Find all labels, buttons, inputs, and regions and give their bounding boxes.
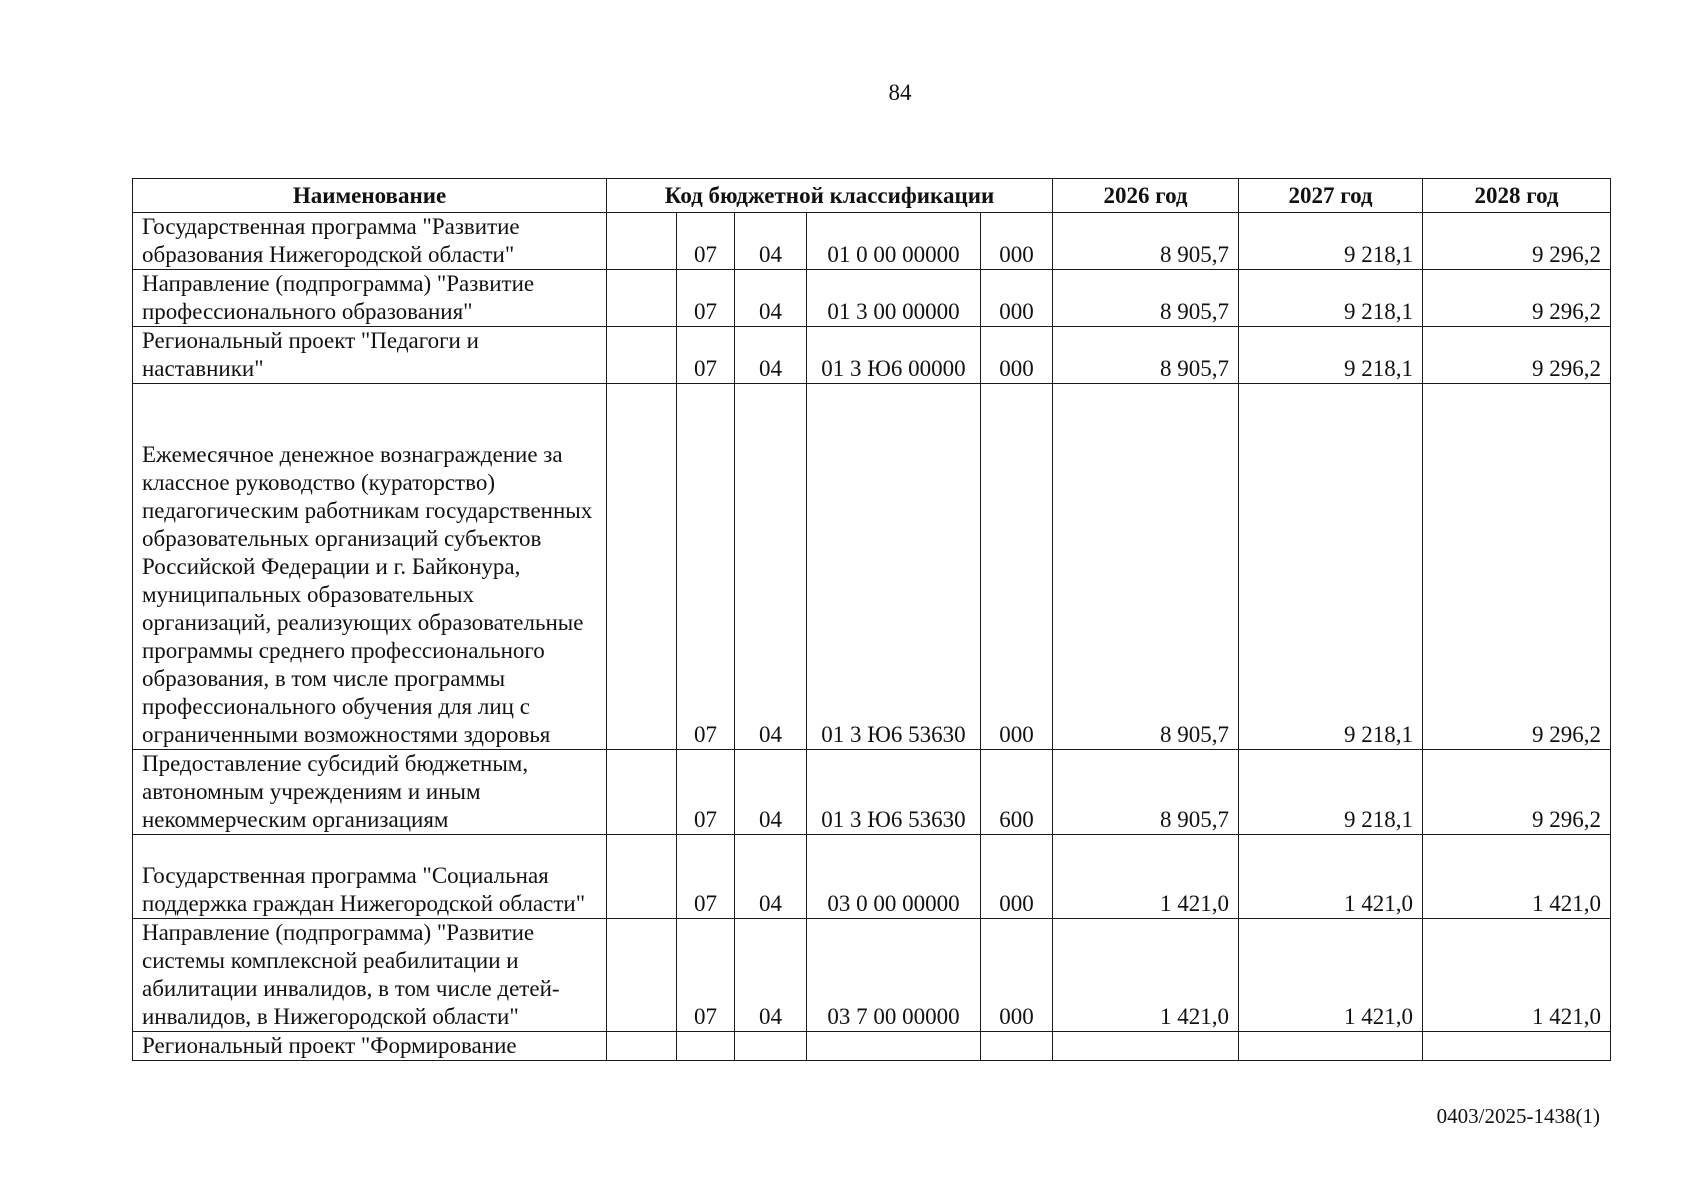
budget-table <box>132 178 1611 1061</box>
row-value-2027: 9 218,1 <box>1239 327 1423 384</box>
row-section-code: 07 <box>677 384 735 750</box>
row-name: Направление (подпрограмма) "Развитие профессионального образования" <box>133 270 607 327</box>
row-section-code: 07 <box>677 270 735 327</box>
row-blank-cell <box>607 835 677 919</box>
row-expense-type-code <box>981 1032 1053 1061</box>
row-expense-type-code: 000 <box>981 835 1053 919</box>
header-2026: 2026 год <box>1053 179 1239 213</box>
row-blank-cell <box>607 213 677 270</box>
row-name: Региональный проект "Формирование <box>133 1032 607 1061</box>
row-value-2027: 1 421,0 <box>1239 919 1423 1032</box>
row-value-2026: 1 421,0 <box>1053 919 1239 1032</box>
row-value-2027 <box>1239 1032 1423 1061</box>
row-expense-type-code: 000 <box>981 384 1053 750</box>
row-subsection-code <box>735 1032 807 1061</box>
table-row <box>133 384 1611 750</box>
row-name: Направление (подпрограмма) "Развитие системы комплексной реабилитации и абилитации инвалидов, в том числе детей-инвалидов, в Нижегородской области" <box>133 919 607 1032</box>
row-value-2027: 9 218,1 <box>1239 270 1423 327</box>
row-section-code: 07 <box>677 919 735 1032</box>
row-value-2028: 9 296,2 <box>1423 750 1611 835</box>
row-blank-cell <box>607 384 677 750</box>
row-value-2028 <box>1423 1032 1611 1061</box>
row-target-article-code: 03 7 00 00000 <box>807 919 981 1032</box>
row-name: Предоставление субсидий бюджетным, автономным учреждениям и иным некоммерческим организациям <box>133 750 607 835</box>
row-name: Региональный проект "Педагоги и наставники" <box>133 327 607 384</box>
row-target-article-code: 01 0 00 00000 <box>807 213 981 270</box>
row-value-2026: 8 905,7 <box>1053 750 1239 835</box>
row-value-2028: 9 296,2 <box>1423 213 1611 270</box>
row-expense-type-code: 000 <box>981 327 1053 384</box>
row-value-2027: 9 218,1 <box>1239 213 1423 270</box>
table-row <box>133 835 1611 919</box>
table-header-row <box>133 179 1611 213</box>
row-blank-cell <box>607 1032 677 1061</box>
row-section-code: 07 <box>677 327 735 384</box>
header-code: Код бюджетной классификации <box>607 179 1053 213</box>
row-value-2026: 8 905,7 <box>1053 270 1239 327</box>
row-section-code <box>677 1032 735 1061</box>
row-value-2028: 1 421,0 <box>1423 919 1611 1032</box>
row-subsection-code: 04 <box>735 750 807 835</box>
row-subsection-code: 04 <box>735 384 807 750</box>
row-section-code: 07 <box>677 835 735 919</box>
row-value-2026: 8 905,7 <box>1053 384 1239 750</box>
row-value-2026: 8 905,7 <box>1053 327 1239 384</box>
header-name: Наименование <box>133 179 607 213</box>
row-blank-cell <box>607 327 677 384</box>
table-row <box>133 213 1611 270</box>
table-row <box>133 919 1611 1032</box>
header-2028: 2028 год <box>1423 179 1611 213</box>
row-subsection-code: 04 <box>735 327 807 384</box>
row-target-article-code: 01 3 Ю6 53630 <box>807 384 981 750</box>
row-target-article-code <box>807 1032 981 1061</box>
row-value-2026 <box>1053 1032 1239 1061</box>
row-value-2028: 9 296,2 <box>1423 270 1611 327</box>
row-name: Ежемесячное денежное вознаграждение за классное руководство (кураторство) педагогическим работникам государственных образовательных организаций субъектов Российской Федерации и г. Байконура, муниципальных образовательных организаций, реализующих образовательные программы среднего профессионального образования, в том числе программы профессионального обучения для лиц с ограниченными возможностями здоровья <box>133 384 607 750</box>
table-row <box>133 270 1611 327</box>
row-name: Государственная программа "Социальная поддержка граждан Нижегородской области" <box>133 835 607 919</box>
row-target-article-code: 03 0 00 00000 <box>807 835 981 919</box>
table-row <box>133 327 1611 384</box>
row-section-code: 07 <box>677 750 735 835</box>
row-value-2026: 1 421,0 <box>1053 835 1239 919</box>
document-registration-code: 0403/2025-1438(1) <box>1436 1104 1600 1128</box>
row-expense-type-code: 600 <box>981 750 1053 835</box>
row-expense-type-code: 000 <box>981 919 1053 1032</box>
header-2027: 2027 год <box>1239 179 1423 213</box>
row-subsection-code: 04 <box>735 270 807 327</box>
table-row <box>133 750 1611 835</box>
row-subsection-code: 04 <box>735 919 807 1032</box>
row-value-2028: 9 296,2 <box>1423 327 1611 384</box>
page-number: 84 <box>888 80 912 105</box>
row-value-2028: 9 296,2 <box>1423 384 1611 750</box>
row-subsection-code: 04 <box>735 835 807 919</box>
row-value-2027: 1 421,0 <box>1239 835 1423 919</box>
row-value-2026: 8 905,7 <box>1053 213 1239 270</box>
row-value-2028: 1 421,0 <box>1423 835 1611 919</box>
table-row <box>133 1032 1611 1061</box>
row-subsection-code: 04 <box>735 213 807 270</box>
row-target-article-code: 01 3 00 00000 <box>807 270 981 327</box>
row-value-2027: 9 218,1 <box>1239 384 1423 750</box>
row-blank-cell <box>607 750 677 835</box>
row-value-2027: 9 218,1 <box>1239 750 1423 835</box>
row-name: Государственная программа "Развитие образования Нижегородской области" <box>133 213 607 270</box>
row-expense-type-code: 000 <box>981 270 1053 327</box>
row-expense-type-code: 000 <box>981 213 1053 270</box>
row-section-code: 07 <box>677 213 735 270</box>
row-blank-cell <box>607 919 677 1032</box>
row-target-article-code: 01 3 Ю6 00000 <box>807 327 981 384</box>
row-target-article-code: 01 3 Ю6 53630 <box>807 750 981 835</box>
row-blank-cell <box>607 270 677 327</box>
